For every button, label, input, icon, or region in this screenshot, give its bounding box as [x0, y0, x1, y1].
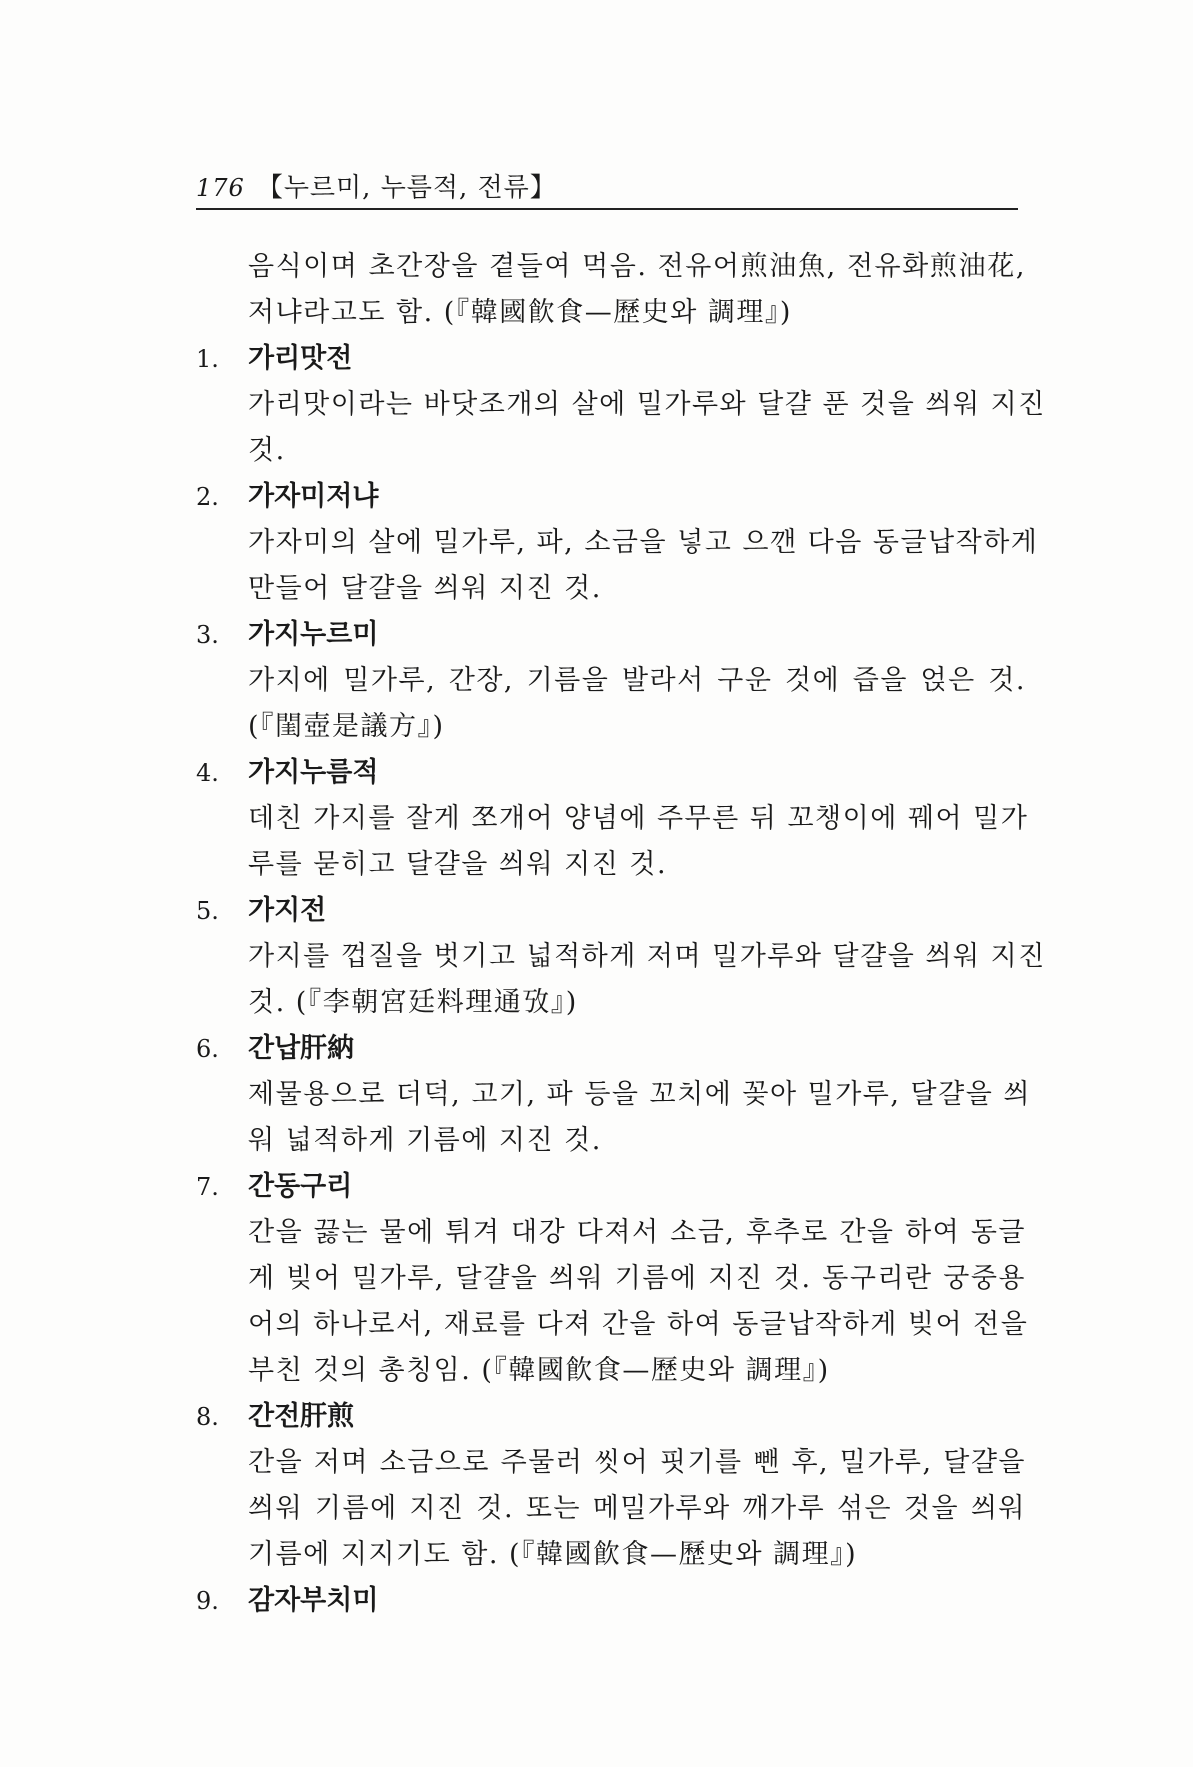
entry-list [196, 336, 1046, 1624]
entry-number: 8. [196, 1403, 219, 1431]
entry-number: 9. [196, 1587, 219, 1615]
entry-title: 간동구리 [248, 1171, 353, 1202]
entry-text-line: 가리맛이라는 바닷조개의 살에 밀가루와 달걀 푼 것을 씌워 지진 [248, 389, 1046, 420]
entry-title: 간납肝納 [248, 1033, 355, 1064]
entry-number: 6. [196, 1035, 219, 1063]
entry-title: 감자부치미 [248, 1585, 379, 1616]
entry-text-line: 씌워 기름에 지진 것. 또는 메밀가루와 깨가루 섞은 것을 씌워 [248, 1493, 1026, 1524]
entry-text-line: 것. (『李朝宮廷料理通攷』) [248, 987, 578, 1018]
entry-text-line: 만들어 달걀을 씌워 지진 것. [248, 573, 602, 604]
entry-text-line: 기름에 지지기도 함. (『韓國飮食—歷史와 調理』) [248, 1539, 858, 1570]
entry-heading [196, 1164, 1026, 1210]
entry-title: 가지전 [248, 895, 327, 926]
entry-number: 5. [196, 897, 219, 925]
entry-number: 4. [196, 759, 219, 787]
header-rule [196, 208, 1018, 210]
entry-text-line: 가지에 밀가루, 간장, 기름을 발라서 구운 것에 즙을 얹은 것. [248, 665, 1026, 696]
entry-text-line: 어의 하나로서, 재료를 다져 간을 하여 동글납작하게 빚어 전을 [248, 1309, 1029, 1340]
entry-title: 가지누름적 [248, 757, 379, 788]
entry-text-line: 데친 가지를 잘게 쪼개어 양념에 주무른 뒤 꼬챙이에 꿰어 밀가 [248, 803, 1029, 834]
entry-text-line: 루를 묻히고 달걀을 씌워 지진 것. [248, 849, 668, 880]
entry-heading [196, 1026, 1026, 1072]
entry-text-line: 가자미의 살에 밀가루, 파, 소금을 넣고 으깬 다음 동글납작하게 [248, 527, 1039, 558]
entry-heading [196, 474, 1026, 520]
intro-line: 음식이며 초간장을 곁들여 먹음. 전유어煎油魚, 전유화煎油花, [248, 251, 1026, 282]
intro-line: 저냐라고도 함. (『韓國飮食—歷史와 調理』) [248, 297, 792, 328]
entry-heading [196, 750, 1026, 796]
entry-number: 1. [196, 345, 219, 373]
entry-heading [196, 1578, 1026, 1624]
entry-text-line: 간을 저며 소금으로 주물러 씻어 핏기를 뺀 후, 밀가루, 달걀을 [248, 1447, 1026, 1478]
entry-text-line: (『閨壺是議方』) [248, 711, 445, 742]
entry-text-line: 것. [248, 435, 286, 466]
page-number: 176 [196, 174, 245, 202]
entry-text-line: 간을 끓는 물에 튀겨 대강 다져서 소금, 후추로 간을 하여 동글 [248, 1217, 1026, 1248]
page-header [196, 168, 1026, 208]
entry-number: 2. [196, 483, 219, 511]
entry-title: 가리맛전 [248, 343, 353, 374]
entry-text-line: 부친 것의 총칭임. (『韓國飮食—歷史와 調理』) [248, 1355, 830, 1386]
entry-text-line: 가지를 껍질을 벗기고 넓적하게 저며 밀가루와 달걀을 씌워 지진 [248, 941, 1046, 972]
entry-text-line: 워 넓적하게 기름에 지진 것. [248, 1125, 602, 1156]
entry-title: 가자미저냐 [248, 481, 379, 512]
running-title: 【누르미, 누름적, 전류】 [256, 173, 557, 203]
entry-title: 가지누르미 [248, 619, 379, 650]
entry-title: 간전肝煎 [248, 1401, 355, 1432]
entry-heading [196, 336, 1026, 382]
entry-heading [196, 1394, 1026, 1440]
page-body [196, 244, 1046, 1624]
entry-text-line: 게 빚어 밀가루, 달걀을 씌워 기름에 지진 것. 동구리란 궁중용 [248, 1263, 1026, 1294]
entry-text-line: 제물용으로 더덕, 고기, 파 등을 꼬치에 꽂아 밀가루, 달걀을 씌 [248, 1079, 1031, 1110]
entry-heading [196, 612, 1026, 658]
entry-number: 3. [196, 621, 219, 649]
entry-heading [196, 888, 1026, 934]
entry-number: 7. [196, 1173, 219, 1201]
